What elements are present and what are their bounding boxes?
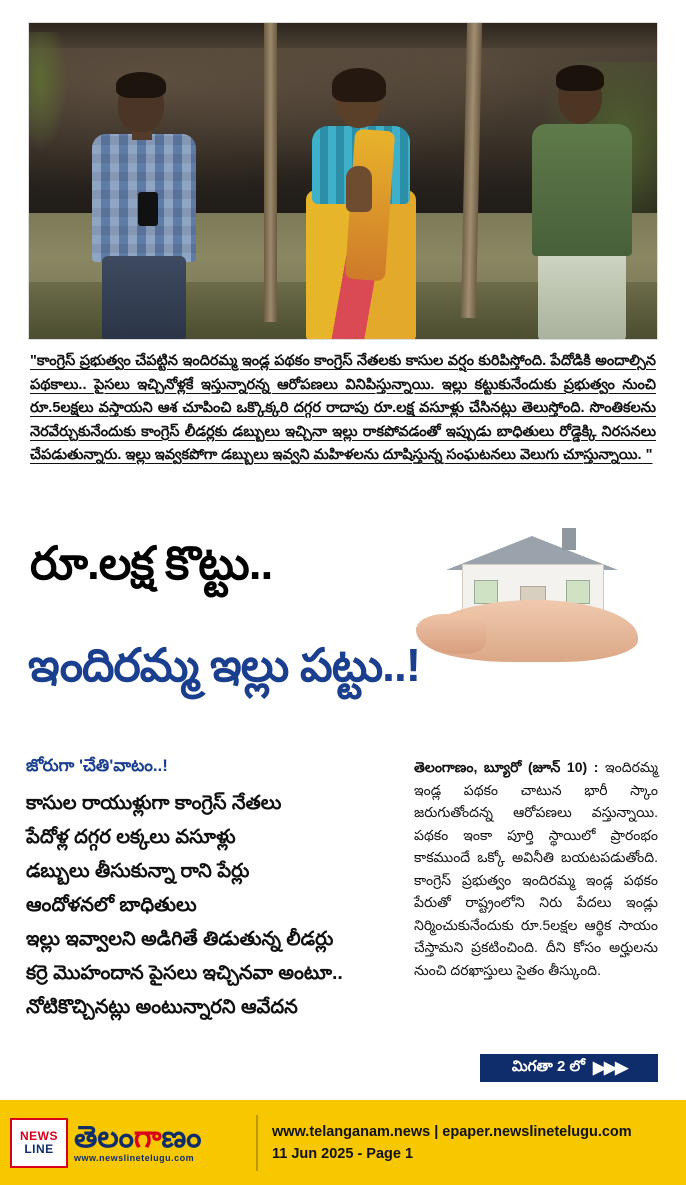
dateline: తెలంగాణం, బ్యూరో (జూన్ 10) :	[414, 759, 599, 775]
house-in-hand-icon	[416, 534, 646, 662]
footer-date: 11 Jun 2025 - Page 1	[272, 1145, 414, 1162]
photo-pole-left	[264, 22, 277, 322]
photo-person-right	[524, 68, 644, 340]
kicker-text: జోరుగా 'చేతి'వాటం..!	[26, 756, 168, 775]
footer-divider	[256, 1115, 258, 1171]
person-center-folded-hands	[346, 166, 372, 212]
house-chimney	[562, 528, 576, 550]
brand-subtext: www.newslinetelugu.com	[74, 1152, 195, 1163]
news-photo	[28, 22, 658, 340]
person-left-pants	[102, 256, 186, 340]
photo-foliage-left	[28, 32, 68, 152]
newsline-mark-icon	[10, 1118, 68, 1168]
page-footer	[0, 1100, 686, 1185]
person-left-hair	[116, 72, 166, 98]
continued-badge[interactable]	[480, 1054, 658, 1082]
footer-website[interactable]: www.telanganam.news | epaper.newslinetelugu.com	[272, 1123, 632, 1140]
subheadline-item: ఆందోళనలో బాధితులు	[26, 894, 197, 916]
photo-person-left	[86, 72, 204, 340]
palm-fingers	[416, 614, 486, 654]
house-window-right	[566, 580, 590, 604]
subheadline-item: డబ్బులు తీసుకున్నా రాని పేర్లు	[26, 860, 250, 882]
headline-line-1: రూ.లక్ష కొట్టు..	[30, 537, 273, 589]
subheadline-column	[26, 756, 394, 1024]
brand-wordmark	[74, 1120, 202, 1163]
intro-text: "కాంగ్రెస్ ప్రభుత్వం చేపట్టిన ఇందిరమ్మ ఇండ్ల పథకం కాంగ్రెస్ నేతలకు కాసుల వర్షం కురిపిస్తోంది. పేదోడికి అందాల్సిన పథకాలు.. పైసలు ఇచ్చినోళ్లకే ఇస్తున్నారన్న ఆరోపణలు వినిపిస్తున్నాయి. ఇల్లు కట్టుకునేందుకు ప్రభుత్వం నుంచి రూ.5లక్షలు వస్తాయని ఆశ చూపించి ఒక్కొక్కరి దగ్గర రాదాపు రూ.లక్ష వసూళ్లు చేసినట్లు తెలుస్తోంది. సొంతికలను నెరవేర్చుకునేందుకు కాంగ్రెస్ లీడర్లకు డబ్బులు ఇచ్చినా ఇల్లు రాకపోవడంతో ఇప్పుడు బాధితులు రోడ్డెక్కి నిరసనలు చేపడుతున్నారు. ఇల్లు ఇవ్వకపోగా డబ్బులు ఇవ్వని మహిళలను దూషిస్తున్న సంఘటనలు వెలుగు చూస్తున్నాయి. "	[30, 353, 656, 463]
intro-paragraph	[30, 350, 656, 468]
person-right-shirt	[532, 124, 632, 256]
house-window-left	[474, 580, 498, 604]
logo-news-text: NEWS	[20, 1128, 58, 1143]
photo-person-center	[296, 70, 426, 340]
headline-block	[26, 530, 662, 730]
photo-roofline	[28, 22, 658, 48]
continued-label: మిగతా 2 లో	[511, 1057, 585, 1075]
brand-name	[74, 1120, 202, 1154]
brand-name-part1: తెలం	[74, 1120, 134, 1154]
brand-name-accent: గా	[133, 1120, 162, 1154]
subheadline-item: ఇల్లు ఇవ్వాలని అడిగితే తిడుతున్న లీడర్లు	[26, 928, 334, 950]
subheadline-item: పేదోళ్ల దగ్గర లక్కలు వసూళ్లు	[26, 826, 236, 848]
subheadline-item: నోటికొచ్చినట్లు అంటున్నారని ఆవేదన	[26, 996, 298, 1018]
person-right-lungi	[538, 250, 626, 340]
person-right-hair	[556, 65, 604, 91]
photo-scene	[28, 22, 658, 340]
subheadline-item: కాసుల రాయుళ్లుగా కాంగ్రెస్ నేతలు	[26, 792, 282, 814]
article-body-column	[414, 756, 658, 981]
masthead-logo[interactable]	[0, 1100, 250, 1185]
headline-line-2: ఇందిరమ్మ ఇల్లు పట్టు..!	[28, 639, 421, 691]
footer-info	[264, 1121, 686, 1165]
subheadline-item: కర్రె మొహందాన పైసలు ఇచ్చినవా అంటూ..	[26, 962, 343, 984]
person-center-hair	[332, 68, 386, 102]
person-left-phone	[138, 192, 158, 226]
article-body-text: ఇందిరమ్మ ఇండ్ల పథకం చాటున భారీ స్కాం జరుగుతోందన్న ఆరోపణలు వస్తున్నాయి. పథకం ఇంకా పూర్తి స్థాయిలో ప్రారంభం కాకముందే ఒక్కో అవినీతి బయటపడుతోంది. కాంగ్రెస్ ప్రభుత్వం ఇందిరమ్మ ఇండ్ల పథకం పేరుతో రాష్ట్రంలోని నిరు పేదలు ఇండ్లు నిర్మించుకునేందుకు రూ.5లక్షల ఆర్థిక సాయం చేస్తామని ప్రకటించింది. దీని కోసం అర్హులను నుంచి దరఖాస్తులు సైతం తీస్కుంది.	[414, 759, 658, 978]
logo-line-text: LINE	[24, 1141, 54, 1156]
chevron-right-icon: ▶▶▶	[592, 1058, 627, 1077]
brand-name-part2: ణం	[161, 1120, 202, 1154]
